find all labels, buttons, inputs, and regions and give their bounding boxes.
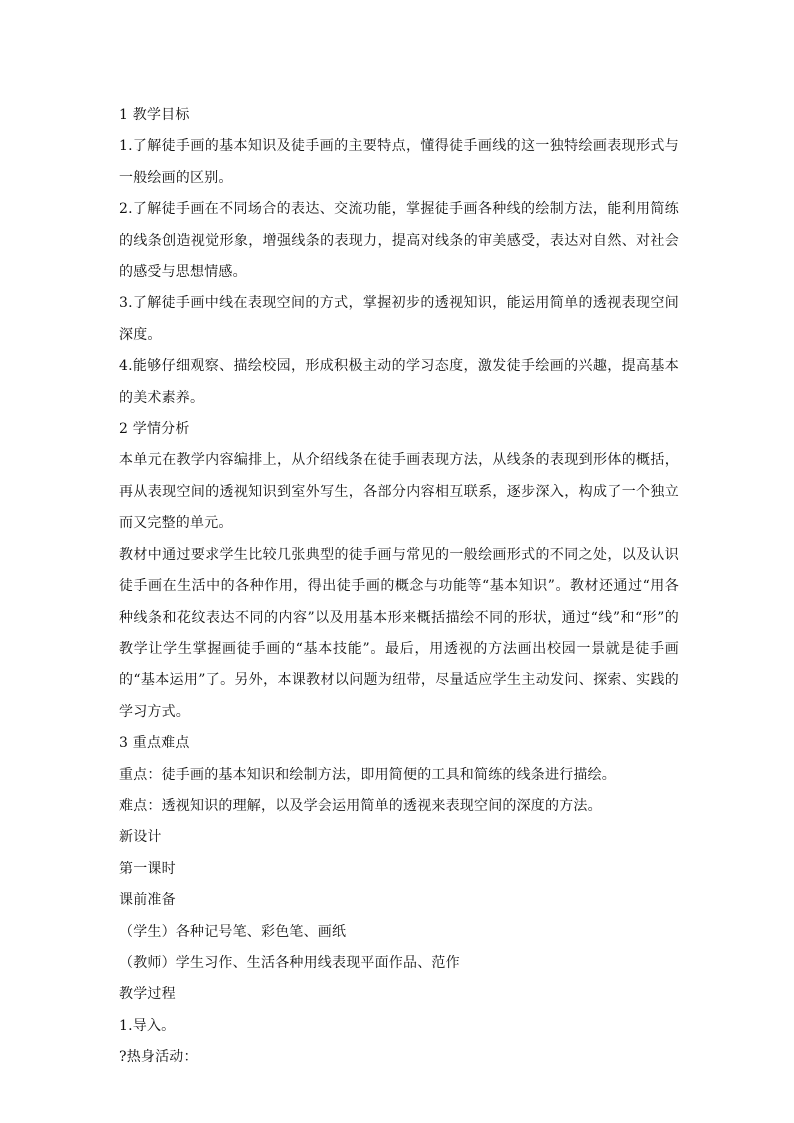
heading-teaching-goals: 1 教学目标	[119, 107, 190, 123]
heading-first-lesson: 第一课时	[119, 860, 176, 877]
heading-teaching-process: 教学过程	[119, 986, 176, 1003]
heading-student-analysis: 2 学情分析	[119, 421, 190, 438]
goal-item-3: 3.了解徒手画中线在表现空间的方式，掌握初步的透视知识，能运用简单的透视表现空间深度。	[119, 295, 679, 343]
heading-new-design: 新设计	[119, 829, 162, 846]
process-step-introduction: 1.导入。	[119, 1017, 176, 1034]
analysis-paragraph-2: 教材中通过要求学生比较几张典型的徒手画与常见的一般绘画形式的不同之处，以及认识徒手画在生活中的各种作用，得出徒手画的概念与功能等“基本知识”。教材还通过“用各种线条和花纹表达不同的内容”以及用基本形来概括描绘不同的形状，通过“线”和“形”的教学让学生掌握画徒手画的“基本技能”。最后，用透视的方法画出校园一景就是徒手画的“基本运用”了。另外，本课教材以问题为纽带，尽量适应学生主动发问、探索、实践的学习方式。	[119, 546, 679, 720]
goal-item-4: 4.能够仔细观察、描绘校园，形成积极主动的学习态度，激发徒手绘画的兴趣，提高基本的美术素养。	[119, 358, 679, 406]
key-point-difficulty: 难点：透视知识的理解，以及学会运用简单的透视来表现空间的深度的方法。	[119, 797, 602, 814]
goal-item-2: 2.了解徒手画在不同场合的表达、交流功能，掌握徒手画各种线的绘制方法，能利用简练的线条创造视觉形象，增强线条的表现力，提高对线条的审美感受，表达对自然、对社会的感受与思想情感。	[119, 201, 679, 281]
analysis-paragraph-1: 本单元在教学内容编排上，从介绍线条在徒手画表现方法，从线条的表现到形体的概括，再从表现空间的透视知识到室外写生，各部分内容相互联系，逐步深入，构成了一个独立而又完整的单元。	[119, 452, 679, 532]
process-warmup-activity: ?热身活动：	[119, 1049, 198, 1066]
document-body	[119, 100, 679, 1074]
preparation-students: （学生）各种记号笔、彩色笔、画纸	[119, 923, 347, 940]
preparation-teacher: （教师）学生习作、生活各种用线表现平面作品、范作	[119, 954, 460, 971]
heading-key-points: 3 重点难点	[119, 735, 190, 752]
key-point-focus: 重点：徒手画的基本知识和绘制方法，即用简便的工具和简练的线条进行描绘。	[119, 766, 616, 783]
goal-item-1: 1.了解徒手画的基本知识及徒手画的主要特点，懂得徒手画线的这一独特绘画表现形式与一般绘画的区别。	[119, 138, 679, 186]
heading-preparation: 课前准备	[119, 892, 176, 909]
